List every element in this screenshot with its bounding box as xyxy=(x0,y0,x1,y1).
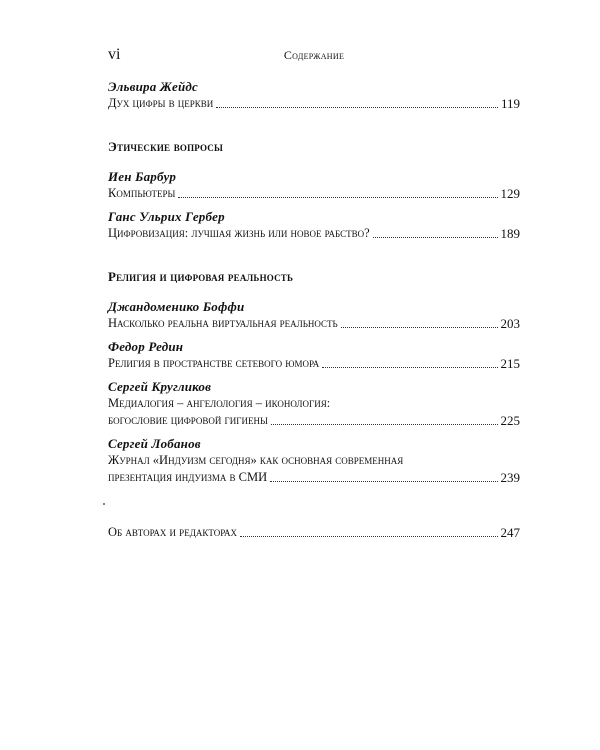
dot-leader xyxy=(341,327,498,328)
author-name: Сергей Кругликов xyxy=(108,379,212,394)
dot-leader xyxy=(216,107,498,108)
toc-group xyxy=(108,338,520,372)
entry-title: Насколько реальна виртуальная реальность xyxy=(108,316,338,330)
author-name: Федор Редин xyxy=(108,339,184,354)
dot-leader xyxy=(178,197,497,198)
section-religion xyxy=(108,268,520,486)
entry-page-number: 203 xyxy=(500,316,520,331)
running-title: Содержание xyxy=(283,48,345,62)
toc-entry[interactable] xyxy=(108,469,520,486)
toc-group xyxy=(108,208,520,242)
toc-entry[interactable] xyxy=(108,95,520,112)
entry-title-line: Медиалогия – ангелология – иконология: xyxy=(108,396,331,410)
entry-title-line: Журнал «Индуизм сегодня» как основная современная xyxy=(108,453,404,467)
dot-leader xyxy=(270,481,497,482)
toc-group xyxy=(108,78,520,112)
entry-page-number: 215 xyxy=(500,356,520,371)
entry-page-number: 129 xyxy=(500,186,520,201)
dot-leader xyxy=(322,367,497,368)
toc-entry[interactable] xyxy=(108,315,520,332)
entry-title: презентация индуизма в СМИ xyxy=(108,470,268,484)
toc-entry[interactable] xyxy=(108,524,520,541)
entry-page-number: 225 xyxy=(500,413,520,428)
author-name: Ганс Ульрих Гербер xyxy=(108,209,225,224)
entry-page-number: 247 xyxy=(500,525,520,540)
entry-title: богословие цифровой гигиены xyxy=(108,413,268,427)
toc-group xyxy=(108,524,520,541)
toc-group xyxy=(108,298,520,332)
section-title: Этические вопросы xyxy=(108,139,224,154)
table-of-contents xyxy=(108,78,520,541)
dot-leader xyxy=(240,536,497,537)
dot-leader xyxy=(271,424,498,425)
author-name: Эльвира Жейдс xyxy=(108,79,199,94)
entry-page-number: 239 xyxy=(500,470,520,485)
entry-page-number: 189 xyxy=(500,226,520,241)
toc-entry[interactable] xyxy=(108,412,520,429)
author-name: Джандоменико Боффи xyxy=(108,299,245,314)
toc-entry[interactable] xyxy=(108,185,520,202)
entry-title: Об авторах и редакторах xyxy=(108,525,238,539)
print-speck xyxy=(103,503,105,505)
entry-page-number: 119 xyxy=(500,96,520,111)
page-number: vi xyxy=(108,46,121,63)
entry-title: Цифровизация: лучшая жизнь или новое рабство? xyxy=(108,226,370,240)
section-ethics xyxy=(108,138,520,242)
author-name: Сергей Лобанов xyxy=(108,436,201,451)
entry-title: Религия в пространстве сетевого юмора xyxy=(108,356,320,370)
toc-entry[interactable] xyxy=(108,225,520,242)
toc-group xyxy=(108,435,520,486)
toc-group xyxy=(108,168,520,202)
toc-group xyxy=(108,378,520,429)
entry-title: Дух цифры в церкви xyxy=(108,96,214,110)
dot-leader xyxy=(373,237,498,238)
section-title: Религия и цифровая реальность xyxy=(108,269,294,284)
page-header xyxy=(108,46,520,66)
entry-title: Компьютеры xyxy=(108,186,176,200)
author-name: Иен Барбур xyxy=(108,169,177,184)
toc-entry[interactable] xyxy=(108,355,520,372)
